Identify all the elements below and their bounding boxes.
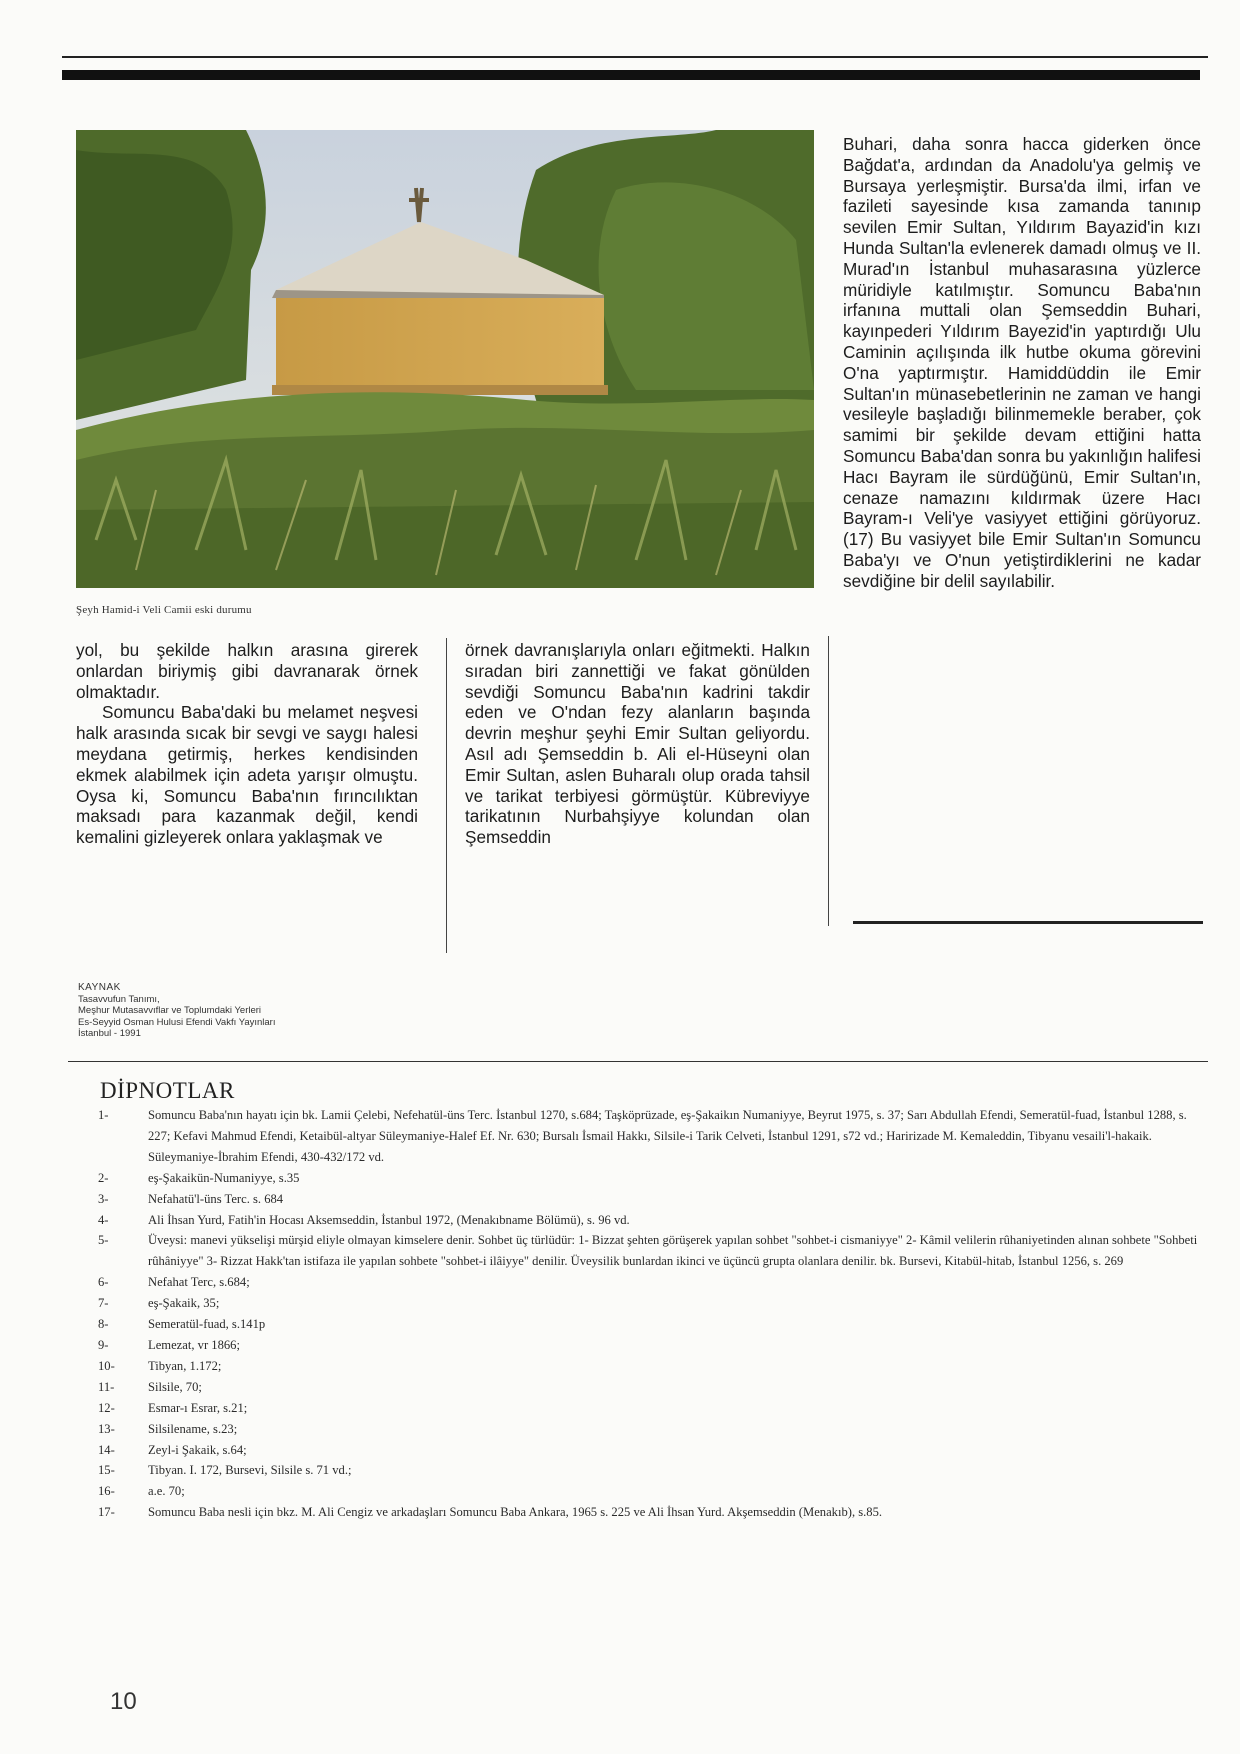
footnote: [98, 1105, 1203, 1168]
footnote: [98, 1356, 1203, 1377]
footnote-number: 17-: [98, 1505, 115, 1520]
body-column-2: [465, 640, 810, 848]
paragraph: Buhari, daha sonra hacca giderken önce Bağdat'a, ardından da Anadolu'ya gelmiş ve Bursaya yerleşmiştir. Bursa'da ilmi, irfan ve fazileti sayesinde kısa zamanda tanınıp sevilen Emir Sultan, Yıldırım Bayazid'in kızı Hunda Sultan'la evlenerek damadı olmuş ve II. Murad'ın İstanbul muhasarasına yüzlerce müridiyle katılmıştır. Somuncu Baba'nın irfanına muttali olan Şemseddin Buhari, kayınpederi Yıldırım Bayezid'in yaptırdığı Ulu Caminin açılışında ilk hutbe okuma görevini O'na yaptırmıştır. Hamiddüddin ile Emir Sultan'ın münasebetlerinin ne zaman ve hangi vesileyle başladığı bilinmemekle beraber, çok samimi bir şekilde devam ettiğini hatta Somuncu Baba'dan sonra bu yakınlığın halifesi Hacı Bayram ile sürdüğünü, Emir Sultan'ın, cenaze namazını kıldırmak üzere Hacı Bayram-ı Veli'ye vasiyyet ettiğini görüyoruz. (17) Bu vasiyyet bile Emir Sultan'ın Somuncu Baba'yı ve O'nun yetiştirdiklerini ne kadar sevdiğine bir delil sayılabilir.: [843, 134, 1201, 591]
footnote-text: Semeratül-fuad, s.141p: [148, 1317, 266, 1332]
footnote-text: Nefahat Terc, s.684;: [148, 1275, 250, 1290]
source-line: İstanbul - 1991: [78, 1028, 141, 1040]
source-line: Meşhur Mutasavvıflar ve Toplumdaki Yerleri: [78, 1005, 262, 1017]
source-block: [78, 982, 438, 1040]
photo-caption: Şeyh Hamid-i Veli Camii eski durumu: [76, 604, 252, 616]
footnote-text: Nefahatü'l-üns Terc. s. 684: [148, 1191, 284, 1206]
paragraph: yol, bu şekilde halkın arasına girerek onlardan biriymiş gibi davranarak örnek olmaktadır.: [76, 640, 418, 702]
top-rule-thick: [62, 70, 1200, 80]
footnote: [98, 1210, 1203, 1231]
footnote-text: Silsile, 70;: [148, 1379, 202, 1394]
footnote-text: eş-Şakaikün-Numaniyye, s.35: [148, 1170, 300, 1185]
footnote-number: 15-: [98, 1463, 115, 1478]
footnote: [98, 1502, 1203, 1523]
footnote-number: 14-: [98, 1442, 115, 1457]
footnote-number: 8-: [98, 1317, 109, 1332]
source-line: Es-Seyyid Osman Hulusi Efendi Vakfı Yayınları: [78, 1016, 276, 1028]
body-column-3: [843, 134, 1201, 592]
footnote: [98, 1230, 1203, 1272]
footnote-number: 4-: [98, 1212, 109, 1227]
footnote-text: Tibyan, 1.172;: [148, 1358, 222, 1373]
mosque-photo: [76, 130, 814, 588]
footnote: [98, 1398, 1203, 1419]
footnote-text: Esmar-ı Esrar, s.21;: [148, 1400, 248, 1415]
footnote-number: 11-: [98, 1379, 115, 1394]
footnote: [98, 1293, 1203, 1314]
footnote-text: Üveysi: manevi yükselişi mürşid eliyle olmayan kimselere denir. Sohbet üç türlüdür: 1- Bizzat şehten görüşerek yapılan sohbet "sohbet-i cismaniyye" 2- Kâmil velilerin rûhaniyetinden alınan sohbete "Sohbeti rûhâniyye" 3- Rizzat Hakk'tan istifaza ile yapılan sohbete "sohbet-i ilâiyye" denilir. Üveysilik bunlardan ikinci ve üçüncü grupta olanlara denilir. bk. Bursevi, Kitabül-hitab, İstanbul 1256, s. 269: [148, 1233, 1198, 1269]
footnote: [98, 1419, 1203, 1440]
footnote: [98, 1377, 1203, 1398]
footnote: [98, 1272, 1203, 1293]
footnote: [98, 1440, 1203, 1461]
footnotes-rule: [68, 1061, 1208, 1062]
footnote: [98, 1189, 1203, 1210]
article-end-rule: [853, 921, 1203, 924]
footnote-text: eş-Şakaik, 35;: [148, 1296, 220, 1311]
footnote: [98, 1460, 1203, 1481]
footnote: [98, 1481, 1203, 1502]
footnote-number: 1-: [98, 1108, 109, 1122]
top-rule-thin: [62, 56, 1208, 58]
footnote-number: 10-: [98, 1358, 115, 1373]
footnote-text: Tibyan. I. 172, Bursevi, Silsile s. 71 vd.;: [148, 1463, 352, 1478]
footnote-text: Somuncu Baba nesli için bkz. M. Ali Cengiz ve arkadaşları Somuncu Baba Ankara, 1965 s. 225 ve Ali İhsan Yurd. Akşemseddin (Menakıb), s.85.: [148, 1505, 883, 1520]
footnote-number: 9-: [98, 1337, 109, 1352]
footnote-number: 6-: [98, 1275, 109, 1290]
source-line: Tasavvufun Tanımı,: [78, 993, 160, 1005]
footnote-number: 5-: [98, 1233, 109, 1248]
footnote-number: 12-: [98, 1400, 115, 1415]
footnote: [98, 1335, 1203, 1356]
footnote-text: a.e. 70;: [148, 1484, 185, 1499]
footnote: [98, 1314, 1203, 1335]
footnote: [98, 1168, 1203, 1189]
footnote-number: 16-: [98, 1484, 115, 1499]
footnote-number: 3-: [98, 1191, 109, 1206]
footnote-number: 13-: [98, 1421, 115, 1436]
column-divider: [828, 636, 829, 926]
page-number: 10: [110, 1688, 137, 1715]
footnote-text: Silsilename, s.23;: [148, 1421, 238, 1436]
footnote-text: Ali İhsan Yurd, Fatih'in Hocası Aksemseddin, İstanbul 1972, (Menakıbname Bölümü), s. 96 vd.: [148, 1212, 630, 1227]
paragraph: Somuncu Baba'daki bu melamet neşvesi halk arasında sıcak bir sevgi ve saygı halesi meydana getirmiş, herkes kendisinden ekmek alabilmek için adeta yarışır olmuştu. Oysa ki, Somuncu Baba'nın fırıncılıktan maksadı para kazanmak değil, kendi kemalini gizleyerek onlara yaklaşmak ve: [76, 702, 418, 848]
body-column-1: [76, 640, 418, 848]
paragraph: örnek davranışlarıyla onları eğitmekti. Halkın sıradan biri zannettiği ve fakat gönülden sevdiği Somuncu Baba'nın kadrini takdir eden ve O'ndan fezy alanların başında devrin meşhur şeyhi Emir Sultan geliyordu. Asıl adı Şemseddin b. Ali el-Hüseyni olan Emir Sultan, aslen Buharalı olup orada tahsil ve tarikat terbiyesi görmüştür. Kübreviyye tarikatının Nurbahşiyye kolundan olan Şemseddin: [465, 640, 810, 848]
column-divider: [446, 638, 447, 953]
source-heading: KAYNAK: [78, 982, 121, 993]
footnote-text: Somuncu Baba'nın hayatı için bk. Lamii Çelebi, Nefehatül-üns Terc. İstanbul 1270, s.684; Taşköprüzade, eş-Şakaikın Numaniyye, Beyrut 1975, s. 37; Sarı Abdullah Efendi, Semeratül-fuad, İstanbul 1288, s. 227; Kefavi Mahmud Efendi, Ketaibül-altyar Süleymaniye-Halef Ef. Nr. 630; Bursalı İsmail Hakkı, Silsile-i Tarik Celveti, İstanbul 1291, s72 vd.; Haririzade M. Kemaleddin, Tibyanu vesaili'l-hakaik. Süleymaniye-İbrahim Efendi, 430-432/172 vd.: [148, 1108, 1187, 1164]
footnotes-list: [98, 1105, 1203, 1523]
footnote-text: Zeyl-i Şakaik, s.64;: [148, 1442, 247, 1457]
footnote-number: 7-: [98, 1296, 109, 1311]
footnotes-title: DİPNOTLAR: [100, 1078, 235, 1103]
footnote-text: Lemezat, vr 1866;: [148, 1337, 240, 1352]
footnote-number: 2-: [98, 1170, 109, 1185]
